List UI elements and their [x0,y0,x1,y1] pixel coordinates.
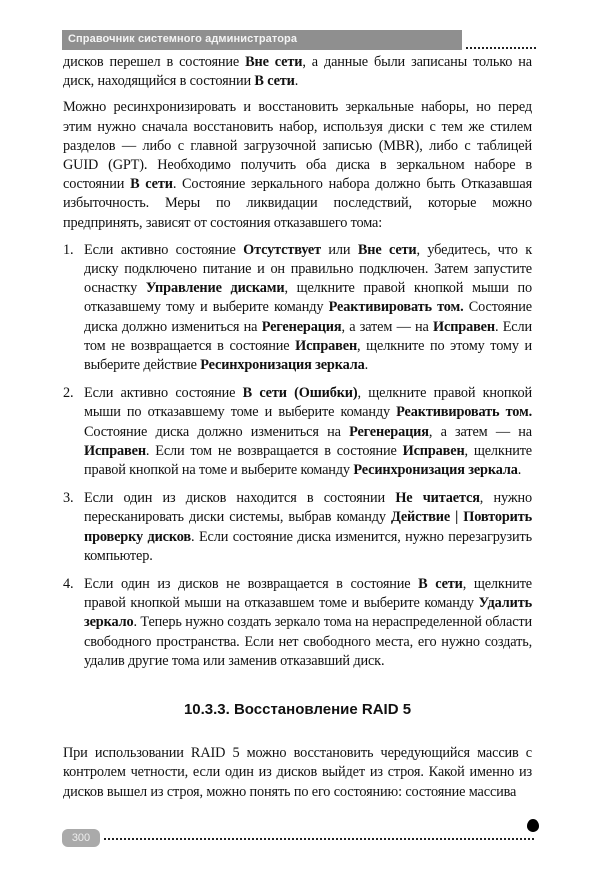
bold-term: Регенерация [261,318,342,335]
list-item [63,241,532,375]
text-run: , убедитесь, что к диску подключено питание и он правильно подключен. Затем запустите оснастку [84,241,532,297]
bold-term: В сети [418,576,463,593]
text-run: Состояние диска должно измениться на [84,299,532,335]
bold-term: Регенерация [349,423,429,440]
bold-term: Не читается [395,490,480,507]
bold-term: В сети [130,176,173,193]
text-run: или [320,241,358,258]
running-header-title: Справочник системного администратора [68,33,298,45]
numbered-list [63,241,532,671]
text-run: Если активно состояние [84,385,243,402]
body-text [63,53,532,809]
list-number: 3. [63,490,74,507]
list-number: 4. [63,576,74,593]
paragraph [63,53,532,91]
text-run: . Если состояние диска изменится, нужно перезагрузить компьютер. [84,528,532,564]
text-run: Если активно состояние [84,241,244,258]
list-number: 2. [63,385,74,402]
bold-term: Исправен [84,442,146,459]
text-run: . [364,357,369,374]
footer-divider [104,838,534,840]
paragraph [63,98,532,232]
text-run: . Если том не возвращается в состояние [84,318,532,354]
text-run: Если один из дисков не возвращается в состояние [84,576,419,593]
text-run: дисков перешел в состояние [63,54,246,70]
text-run: , щелкните правой кнопкой мыши по отказавшему томе и выберите команду [84,385,532,421]
text-run: , нужно пересканировать диски системы, выбрав команду [84,490,532,526]
text-run: , щелкните правой кнопкой мыши по отказавшему тому и выберите команду [84,280,533,316]
text-run: Состояние диска должно измениться на [84,423,350,440]
bold-term: Исправен [295,337,358,354]
page-footer [0,829,600,859]
list-item [63,489,532,566]
section-heading: 10.3.3. Восстановление RAID 5 [183,701,412,719]
text-run: Можно ресинхронизировать и восстановить зеркальные наборы, но перед этим нужно сначала восстановить набор, используя диски с тем же стилем разделов — либо с главной загрузочной записью (MBR), либо с таблицей GUID (GPT). Необходимо получить оба диска в зеркальном наборе в состоянии [63,99,532,193]
bold-term: Исправен [402,442,465,459]
bold-term: Удалить зеркало [84,595,532,631]
text-run: , а затем — на [341,318,434,335]
bold-term: В сети (Ошибки) [242,385,358,402]
bold-term: Управление дисками [145,280,285,297]
text-run: , а затем — на [428,423,532,440]
list-item [63,384,532,480]
bold-term: Вне сети [245,54,303,70]
bold-term: Отсутствует [243,241,321,258]
text-run: Если один из дисков находится в состоянии [84,490,396,507]
text-run: , щелкните правой кнопкой мыши на отказавшем томе и выберите команду [84,576,532,612]
text-run: При использовании RAID 5 можно восстановить чередующийся массив с контролем четности, если один из дисков выйдет из строя. Какой именно из дисков вышел из строя, можно понять по его состоянию: состояние массива [63,745,532,800]
bold-term: Ресинхронизация зеркала [200,357,365,374]
list-number: 1. [63,241,74,258]
list-item [63,575,532,671]
text-run: . [517,462,522,479]
bold-term: Реактивировать том. [396,404,532,421]
text-run: . Теперь нужно создать зеркало тома на нераспределенной области свободного пространства. Если нет свободного места, его нужно создать, удалив другие тома или заменив отказавший диск. [84,614,532,669]
text-run: , щелкните правой кнопкой на томе и выберите команду [84,442,532,479]
bold-term: Вне сети [357,241,417,258]
text-run: . Состояние зеркального набора должно быть Отказавшая избыточность. Меры по ликвидации последствий, которые можно предпринять, зависят от состояния отказавшего тома: [63,176,532,231]
paragraph [63,744,532,802]
bold-term: Реактивировать том. [328,299,464,316]
text-run: . [294,73,299,90]
text-run: , щелкните по этому тому и выберите действие [84,337,532,374]
bold-term: Действие | Повторить проверку дисков [84,509,532,545]
bold-term: В сети [254,73,295,90]
running-header [62,30,462,50]
page-number: 300 [62,829,100,847]
bold-term: Ресинхронизация зеркала [353,462,518,479]
header-divider [466,47,536,49]
text-run: . Если том не возвращается в состояние [145,442,403,459]
text-run: , а данные были записаны только на диск, находящийся в состоянии [63,54,532,90]
bold-term: Исправен [433,318,495,335]
